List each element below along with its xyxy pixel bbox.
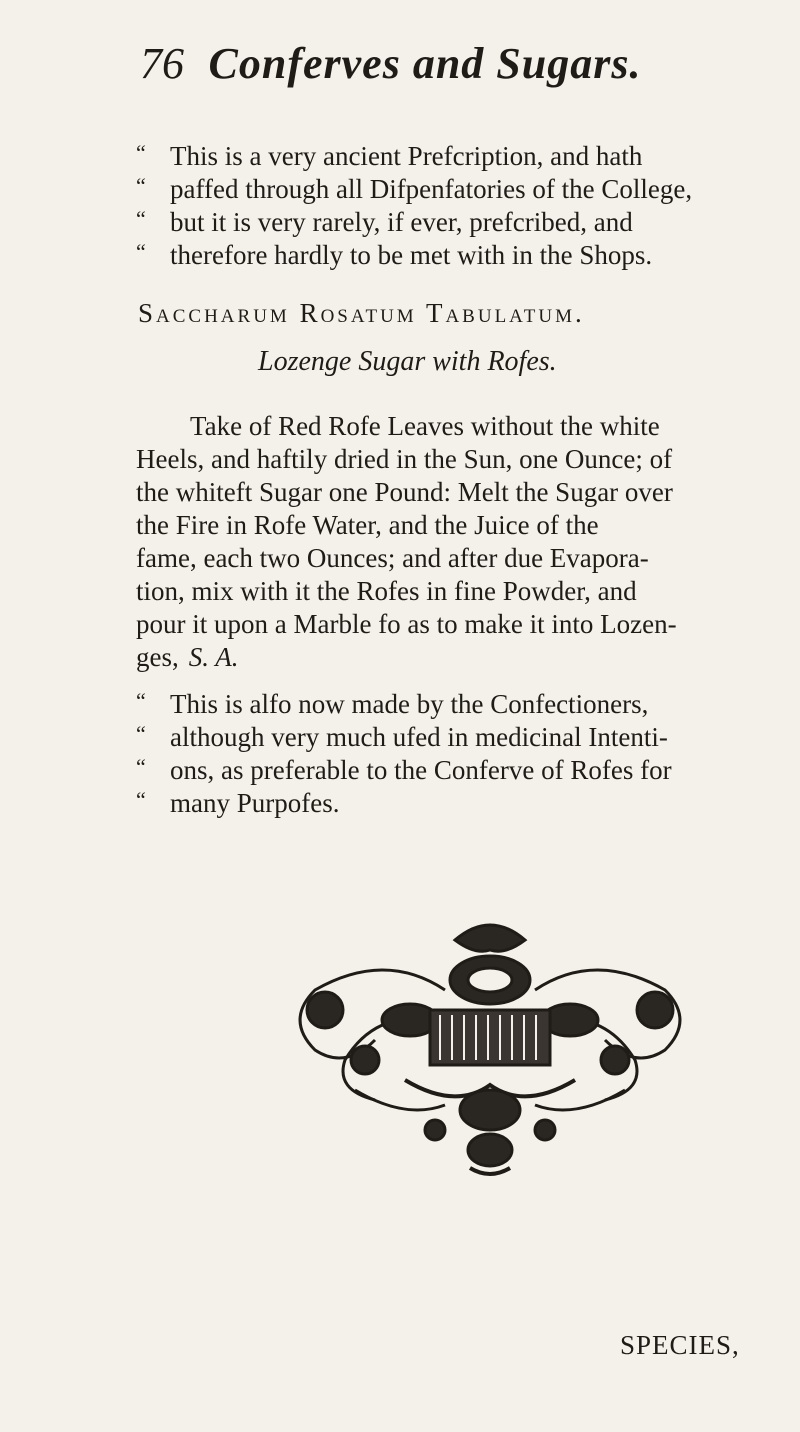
catchword: SPECIES,: [620, 1330, 740, 1360]
recipe-line: ges, S. A.: [136, 642, 239, 672]
quote-mark: “: [136, 754, 146, 779]
section-title: Saccharum Rosatum Tabulatum.: [138, 298, 585, 328]
page-number: 76: [140, 39, 184, 88]
recipe-signature: S. A.: [188, 642, 239, 672]
floral-tailpiece-icon: [255, 910, 725, 1180]
quote-line: “ This is alfo now made by the Confectioners,: [136, 688, 776, 721]
section-subtitle: Lozenge Sugar with Rofes.: [258, 346, 557, 377]
recipe-line: Heels, and haftily dried in the Sun, one Ounce; of: [136, 444, 673, 474]
recipe-line: the Fire in Rofe Water, and the Juice of the: [136, 510, 599, 540]
quote-line: “ but it is very rarely, if ever, prefcribed, and: [136, 206, 776, 239]
running-head: Conferves and Sugars.: [208, 39, 642, 88]
quote-mark: “: [136, 688, 146, 713]
recipe-paragraph: [136, 410, 776, 674]
recipe-line: fame, each two Ounces; and after due Evapora-: [136, 543, 649, 573]
quote-mark: “: [136, 140, 146, 165]
recipe-line: pour it upon a Marble fo as to make it into Lozen-: [136, 609, 677, 639]
quote-line: “ although very much ufed in medicinal Intenti-: [136, 721, 776, 754]
quote-line: “ paffed through all Difpenfatories of the College,: [136, 173, 776, 206]
recipe-line: Take of Red Rofe Leaves without the white: [190, 411, 660, 441]
quote-line: “ ons, as preferable to the Conferve of Rofes for: [136, 754, 776, 787]
quote-block-one: [136, 140, 776, 272]
page-header: [140, 38, 660, 98]
quote-line: “ therefore hardly to be met with in the Shops.: [136, 239, 776, 272]
quote-mark: “: [136, 721, 146, 746]
quote-line: “ many Purpofes.: [136, 787, 776, 820]
quote-line: “ This is a very ancient Prefcription, and hath: [136, 140, 776, 173]
recipe-line: the whiteft Sugar one Pound: Melt the Sugar over: [136, 477, 673, 507]
quote-mark: “: [136, 787, 146, 812]
quote-mark: “: [136, 173, 146, 198]
quote-mark: “: [136, 206, 146, 231]
recipe-line: tion, mix with it the Rofes in fine Powder, and: [136, 576, 637, 606]
quote-block-two: [136, 688, 776, 820]
quote-mark: “: [136, 239, 146, 264]
